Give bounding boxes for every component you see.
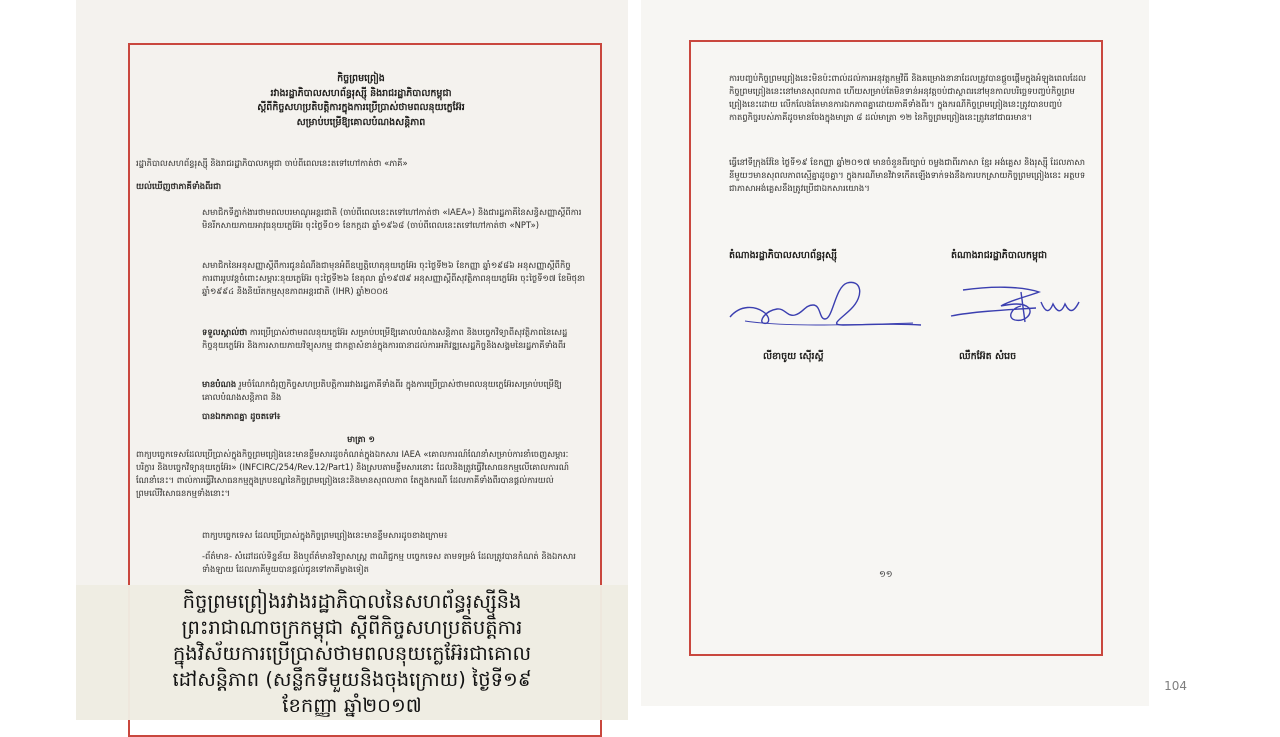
paragraph: -ព័ត៌មាន- សំដៅដល់ទិន្នន័យ និងឬព័ត៌មានវិទ្យាសាស្ត្រ ពាណិជ្ជកម្ម បច្ចេកទេស តាមទម្រង់ ដែលត្រូវបានកំណត់ និងឯកសារទាំងឡាយ ដែលភាគីមួយបានផ្តល់ជូនទៅភាគីម្ខាងទៀត bbox=[202, 551, 576, 574]
title-line: កិច្ចព្រមព្រៀង bbox=[337, 73, 385, 84]
title-line: ស្តីពីកិច្ចសហប្រតិបត្តិការក្នុងការប្រើប្រាស់ថាមពលនុយក្លេអ៊ែរ bbox=[257, 102, 465, 113]
intro-text: រដ្ឋាភិបាលសហព័ន្ធរុស្ស៊ី និងរាជរដ្ឋាភិបាលកម្ពុជា ចាប់ពីពេលនេះតទៅហៅកាត់ថា «ភាគី» bbox=[136, 158, 408, 168]
paragraph: សមាជិកនៃអនុសញ្ញាស្តីពីការជូនដំណឹងជាមុនអំពីឧប្បត្តិហេតុនុយក្លេអ៊ែរ ចុះថ្ងៃទី២៦ ខែកញ្ញា ឆ្នាំ១៩៨៦ អនុសញ្ញាស្តីពីកិច្ចការពាររូបវន្តចំពោះសម្ភារៈនុយក្លេអ៊ែរ ចុះថ្ងៃទី២៦ ខែតុលា ឆ្នាំ១៩៧៩ អនុសញ្ញាស្តីពីសុវត្ថិភាពនុយក្លេអ៊ែរ ចុះថ្ងៃទី១៧ ខែមិថុនា ឆ្នាំ១៩៩៤ និងនិយ័តកម្មសុខភាពអន្តរជាតិ (IHR) ឆ្នាំ២០០៥ bbox=[202, 260, 585, 296]
paragraph-lead: មានបំណង bbox=[202, 379, 237, 389]
title-line: រវាងរដ្ឋាភិបាលសហព័ន្ធរុស្ស៊ី និងរាជរដ្ឋាភិបាលកម្ពុជា bbox=[270, 87, 452, 99]
paragraph-lead: ទទួលស្គាល់ថា bbox=[202, 327, 248, 337]
signature-russia bbox=[725, 275, 925, 335]
signatory-label-cambodia: តំណាងរាជរដ្ឋាភិបាលកម្ពុជា bbox=[951, 250, 1048, 261]
paragraph: ពាក្យបច្ចេកទេសដែលប្រើប្រាស់ក្នុងកិច្ចព្រមព្រៀងនេះមានខ្លឹមសារដូចកំណត់ក្នុងឯកសារ IAEA «គោលការណ៍ណែនាំសម្រាប់ការនាំចេញសម្ភារៈ បរិក្ខារ និងបច្ចេកវិទ្យានុយក្លេអ៊ែរ» (INFCIRC/254/Rev.12/Part1) និងស្របតាមខ្លឹមសារនោះ ដែលនិងត្រូវធ្វើវិសោធនកម្មលើគោលការណ៍ណែនាំនេះ។ ពាល់ការធ្វើវិសោធនកម្មក្នុងក្របខណ្ឌនៃកិច្ចព្រមព្រៀងនេះនិងមានសុពលភាព តែក្នុងករណី ដែលភាគីទាំងពីរបានផ្តល់ការយល់ព្រមលើវិសោធនកម្មទាំងនោះ។ bbox=[136, 449, 569, 498]
document-page-number: ១១ bbox=[879, 570, 893, 580]
article-heading: មាត្រា ១ bbox=[347, 434, 375, 444]
paragraph: សមាជិកទីភ្នាក់ងារថាមពលបរមាណូអន្តរជាតិ (ចាប់ពីពេលនេះតទៅហៅកាត់ថា «IAEA») និងជារដ្ឋភាគីនៃសន្ធិសញ្ញាស្តីពីការមិនរីកសាយភាយអាវុធនុយក្លេអ៊ែរ ចុះថ្ងៃទី០១ ខែកក្កដា ឆ្នាំ១៩៦៨ (ចាប់ពីពេលនេះតទៅហៅកាត់ថា «NPT») bbox=[202, 207, 582, 230]
paragraph-body: រួមចំណែកជំរុញកិច្ចសហប្រតិបត្តិការរវាងរដ្ឋភាគីទាំងពីរ ក្នុងការប្រើប្រាស់ថាមពលនុយក្លេអ៊ែរសម្រាប់បម្រើឱ្យគោលបំណងសន្តិភាព និង bbox=[202, 379, 562, 402]
signatory-label-russia: តំណាងរដ្ឋាភិបាលសហព័ន្ធរុស្ស៊ី bbox=[729, 250, 837, 261]
section-heading: យល់ឃើញថាភាគីទាំងពីរជា bbox=[136, 181, 222, 191]
title-line: សម្រាប់បម្រើឱ្យគោលបំណងសន្តិភាព bbox=[296, 116, 426, 128]
caption-line: ក្នុងវិស័យការប្រើប្រាស់ថាមពលនុយក្លេអ៊ែរជាគោល bbox=[172, 642, 532, 665]
paragraph: ពាក្យបច្ចេកទេស ដែលប្រើប្រាស់ក្នុងកិច្ចព្រមព្រៀងនេះមានខ្លឹមសារដូចខាងក្រោម៖ bbox=[202, 530, 448, 540]
signatory-name-russia: លីខាចូយ ស៊ើរស្គី bbox=[763, 351, 824, 362]
caption-line: កិច្ចព្រមព្រៀងរវាងរដ្ឋាភិបាលនៃសហព័ន្ធរុស្ស៊ីនិង bbox=[182, 590, 522, 613]
paragraph: ធ្វើនៅទីក្រុងវ៉ែនៃ ថ្ងៃទី១៩ ខែកញ្ញា ឆ្នាំ២០១៧ មានចំនួនពីរច្បាប់ ចម្លងជាពីរភាសា ខ្មែរ អង់គ្លេស និងរុស្ស៊ី ដែលភាសានីមួយៗមានសុពលភាពស្មើគ្នាដូចគ្នា។ ក្នុងករណីមានវិវាទកើតឡើងទាក់ទងនឹងការបកស្រាយកិច្ចព្រមព្រៀងនេះ អត្ថបទជាភាសាអង់គ្លេសនឹងត្រូវប្រើជាឯកសារយោង។ bbox=[729, 157, 1086, 193]
caption-line: ខែកញ្ញា ឆ្នាំ២០១៧ bbox=[282, 694, 422, 717]
paragraph: ការបញ្ចប់កិច្ចព្រមព្រៀងនេះមិនប៉ះពាល់ដល់ការអនុវត្តកម្មវិធី និងគម្រោងនានាដែលត្រូវបានផ្តួចផ្តើមក្នុងអំឡុងពេលដែលកិច្ចព្រមព្រៀងនេះនៅមានសុពលភាព ហើយសម្រាប់តែមិនទាន់អនុវត្តចប់ជាស្ថាពរនៅមុនកាលបរិច្ឆេទបញ្ចប់កិច្ចព្រមព្រៀងនេះដោយ លើកលែងតែមានការឯកភាពគ្នាដោយភាគីទាំងពីរ។ ក្នុងករណីកិច្ចព្រមព្រៀងនេះត្រូវបានបញ្ចប់ កាតព្វកិច្ចរបស់ភាគីដូចមានចែងក្នុងមាត្រា ៨ ដល់មាត្រា ១២ នៃកិច្ចព្រមព្រៀងនេះត្រូវនៅជាធរមាន។ bbox=[729, 73, 1087, 122]
paragraph bbox=[202, 378, 587, 404]
signature-cambodia bbox=[941, 278, 1101, 333]
caption-line: ព្រះរាជាណាចក្រកម្ពុជា ស្តីពីកិច្ចសហប្រតិបត្តិការ bbox=[181, 616, 523, 639]
caption-line: ដៅសន្តិភាព (សន្លឹកទីមួយនិងចុងក្រោយ) ថ្ងៃទី១៩ bbox=[172, 668, 532, 691]
paragraph-body: ការប្រើប្រាស់ថាមពលនុយក្លេអ៊ែរ សម្រាប់បម្រើឱ្យគោលបំណងសន្តិភាព និងបច្ចេកវិទ្យាពីសុវត្ថិភាពនៃសេដ្ឋកិច្ចនុយក្លេអ៊ែរ និងការសាយភាយវិទ្យុសកម្ម ជាកត្តាសំខាន់ក្នុងការធានាដល់ការអភិវឌ្ឍសេដ្ឋកិច្ចនិងសង្គមនៃរដ្ឋភាគីទាំងពីរ bbox=[202, 327, 568, 350]
slide-caption bbox=[76, 585, 628, 720]
slide-number: 104 bbox=[1164, 679, 1187, 693]
agreement-title bbox=[136, 72, 586, 130]
paragraph bbox=[202, 326, 587, 352]
right-page-border bbox=[689, 40, 1103, 656]
agreed-heading: បានឯកភាពគ្នា ដូចតទៅ៖ bbox=[202, 411, 281, 421]
signatory-name-cambodia: ឈឹកអ៊ែត សំរេច bbox=[959, 351, 1017, 362]
right-document-page bbox=[641, 0, 1149, 706]
